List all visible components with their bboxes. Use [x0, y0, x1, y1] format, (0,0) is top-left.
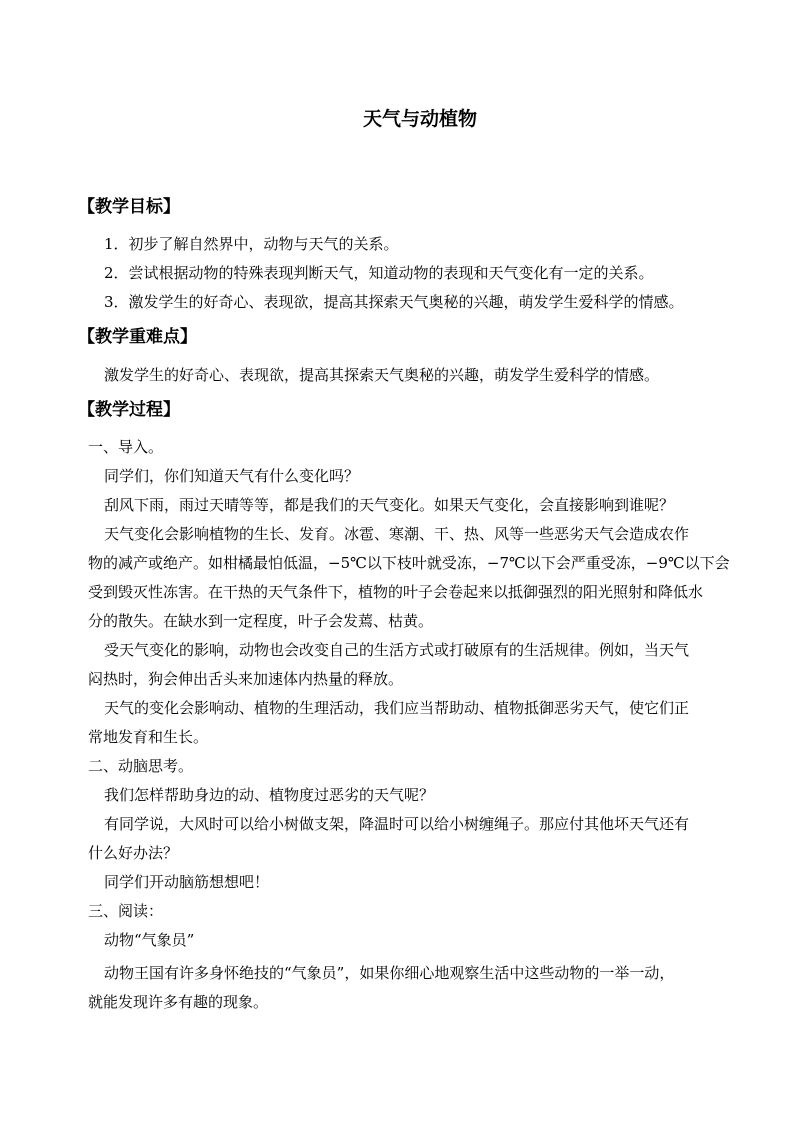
paragraph-line: 就能发现许多有趣的现象。 [88, 993, 269, 1011]
heading-teaching-process: 【教学过程】 [78, 400, 180, 420]
paragraph-line: 天气的变化会影响动、植物的生理活动，我们应当帮助动、植物抵御恶劣天气，使它们正 [104, 699, 690, 717]
section-heading-intro: 一、导入。 [88, 438, 164, 456]
section-heading-reading: 三、阅读： [88, 902, 164, 920]
paragraph-line: 什么好办法？ [88, 844, 179, 862]
section-heading-thinking: 二、动脑思考。 [88, 757, 194, 775]
paragraph-line: 同学们，你们知道天气有什么变化吗？ [104, 467, 360, 485]
paragraph-line: 常地发育和生长。 [88, 728, 209, 746]
document-title: 天气与动植物 [362, 108, 477, 130]
paragraph-line: 受天气变化的影响，动物也会改变自己的生活方式或打破原有的生活规律。例如，当天气 [104, 641, 690, 659]
goal-item-2: 2．尝试根据动物的特殊表现判断天气，知道动物的表现和天气变化有一定的关系。 [104, 264, 654, 282]
paragraph-line: 闷热时，狗会伸出舌头来加速体内热量的释放。 [88, 670, 404, 688]
paragraph-line: 同学们开动脑筋想想吧！ [104, 873, 270, 891]
reading-title: 动物“气象员” [104, 931, 195, 949]
paragraph-line: 刮风下雨，雨过天晴等等，都是我们的天气变化。如果天气变化，会直接影响到谁呢？ [104, 496, 675, 514]
paragraph-line: 受到毁灭性冻害。在干热的天气条件下，植物的叶子会卷起来以抵御强烈的阳光照射和降低水 [88, 583, 704, 601]
paragraph-line: 有同学说，大风时可以给小树做支架，降温时可以给小树缠绳子。那应付其他坏天气还有 [104, 815, 690, 833]
heading-key-points: 【教学重难点】 [78, 327, 197, 347]
paragraph-line: 动物王国有许多身怀绝技的“气象员”，如果你细心地观察生活中这些动物的一举一动， [104, 964, 675, 982]
goal-item-1: 1．初步了解自然界中，动物与天气的关系。 [104, 235, 399, 253]
heading-teaching-goals: 【教学目标】 [78, 197, 180, 217]
paragraph-line: 天气变化会影响植物的生长、发育。冰雹、寒潮、干、热、风等一些恶劣天气会造成农作 [104, 525, 690, 543]
key-points-text: 激发学生的好奇心、表现欲，提高其探索天气奥秘的兴趣，萌发学生爱科学的情感。 [104, 366, 660, 384]
paragraph-line: 分的散失。在缺水到一定程度，叶子会发蔫、枯黄。 [88, 612, 434, 630]
goal-item-3: 3．激发学生的好奇心、表现欲，提高其探索天气奥秘的兴趣，萌发学生爱科学的情感。 [104, 293, 684, 311]
paragraph-line: 物的减产或绝产。如柑橘最怕低温，−5℃以下枝叶就受冻，−7℃以下会严重受冻，−9℃以下会 [88, 554, 730, 572]
paragraph-line: 我们怎样帮助身边的动、植物度过恶劣的天气呢？ [104, 786, 435, 804]
